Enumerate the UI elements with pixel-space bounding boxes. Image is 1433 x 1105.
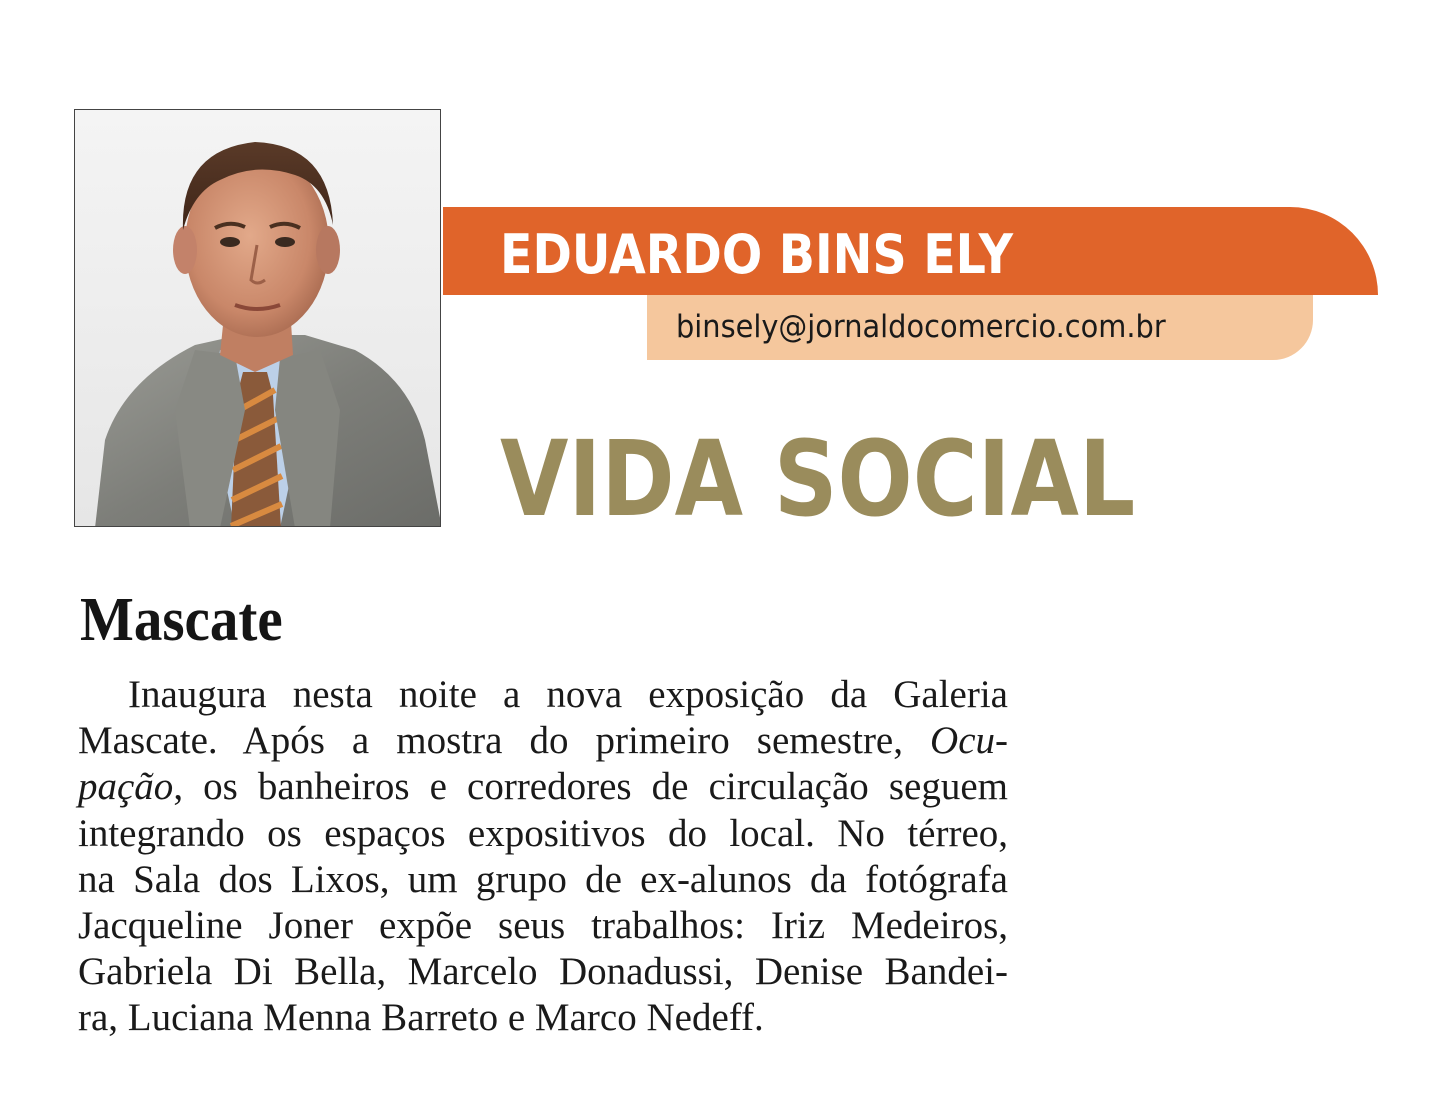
author-photo	[74, 109, 441, 527]
author-portrait-image	[75, 110, 441, 527]
author-name: EDUARDO BINS ELY	[500, 223, 1013, 286]
article-line-7: Gabriela Di Bella, Marcelo Donadussi, Denise Bandei-	[78, 950, 1008, 994]
article-line-3: pação, os banheiros e corredores de circulação seguem	[78, 765, 1008, 809]
column-section-title: VIDA SOCIAL	[500, 418, 1136, 540]
article-line-1: Inaugura nesta noite a nova exposição da Galeria	[128, 673, 1008, 716]
article-body	[78, 672, 1018, 1042]
article-line-4: integrando os espaços expositivos do local. No térreo,	[78, 811, 1008, 855]
article-line-5: na Sala dos Lixos, um grupo de ex-alunos da fotógrafa	[78, 857, 1008, 901]
article-line-6: Jacqueline Joner expõe seus trabalhos: Iriz Medeiros,	[78, 903, 1008, 947]
article-title: Mascate	[80, 586, 283, 654]
author-email[interactable]: binsely@jornaldocomercio.com.br	[676, 309, 1166, 345]
article-line-8: ra, Luciana Menna Barreto e Marco Nedeff.	[78, 996, 764, 1040]
article-line-2: Mascate. Após a mostra do primeiro semestre, Ocu-	[78, 719, 1008, 763]
